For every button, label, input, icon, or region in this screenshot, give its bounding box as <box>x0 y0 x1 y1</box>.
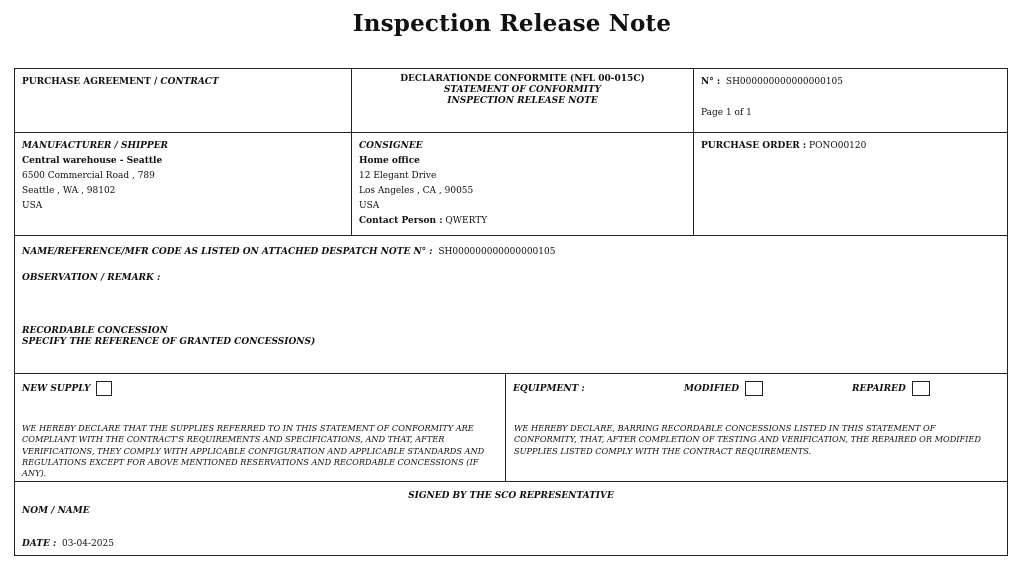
contract-label: CONTRACT <box>160 77 219 87</box>
purchase-order-cell <box>694 133 1007 235</box>
observation-label: OBSERVATION / REMARK : <box>22 273 161 283</box>
date-value: 03-04-2025 <box>62 539 114 549</box>
purchase-agreement-label: PURCHASE AGREEMENT / CONTRACT <box>22 77 219 87</box>
consignee-name: Home office <box>359 156 420 166</box>
equipment-declaration-text: WE HEREBY DECLARE, BARRING RECORDABLE CONCESSIONS LISTED IN THIS STATEMENT OF CONFORMITY, THAT, AFTER COMPLETION OF TESTING AND VERIFICATION, THE REPAIRED OR MODIFIED SUPPLIES LISTED COMPLY WITH THE CONTRACT REQUIREMENTS. <box>514 423 981 456</box>
supply-declaration-text: WE HEREBY DECLARE THAT THE SUPPLIES REFERRED TO IN THIS STATEMENT OF CONFORMITY ARE COMPLIANT WITH THE CONTRACT'S REQUIREMENTS AND SPECIFICATIONS, AND THAT, AFTER VERIFICATIONS, THEY COMPLY WITH APPLICABLE CONFIGURATION AND APPLICABLE STANDARDS AND REGULATIONS EXCEPT FOR ABOVE MENTIONED RESERVATIONS AND RECORDABLE CONCESSIONS (IF ANY). <box>22 423 485 479</box>
header-row <box>15 69 1007 133</box>
consignee-cell <box>352 133 694 235</box>
manufacturer-label: MANUFACTURER / SHIPPER <box>22 141 169 151</box>
signature-date: DATE : 03-04-2025 <box>22 539 114 549</box>
page-info: Page 1 of 1 <box>701 108 752 118</box>
purchase-order: PURCHASE ORDER : PONO00120 <box>701 141 867 151</box>
document-number-cell <box>694 69 1007 132</box>
inspection-form <box>14 68 1008 556</box>
supply-row <box>15 374 1007 482</box>
new-supply-option[interactable]: NEW SUPPLY <box>22 381 498 397</box>
repaired-checkbox[interactable] <box>912 381 930 396</box>
consignee-country: USA <box>359 201 380 211</box>
purchase-agreement-cell <box>15 69 352 132</box>
modified-option[interactable]: MODIFIED <box>684 381 763 397</box>
inspection-release-note-label: INSPECTION RELEASE NOTE <box>447 96 598 106</box>
manufacturer-cell <box>15 133 352 235</box>
new-supply-checkbox[interactable] <box>96 381 112 396</box>
signature-row <box>15 482 1007 555</box>
reference-row <box>15 236 1007 374</box>
consignee-label: CONSIGNEE <box>359 141 423 151</box>
contact-person-value: QWERTY <box>445 216 488 226</box>
consignee-address-line1: 12 Elegant Drive <box>359 171 437 181</box>
recordable-concession-label: RECORDABLE CONCESSION SPECIFY THE REFERENCE OF GRANTED CONCESSIONS) <box>22 326 316 347</box>
signed-by-label: SIGNED BY THE SCO REPRESENTATIVE <box>408 491 614 501</box>
page-title: Inspection Release Note <box>352 10 672 37</box>
equipment-cell <box>506 374 1007 481</box>
name-label: NOM / NAME <box>22 506 90 516</box>
manufacturer-name: Central warehouse - Seattle <box>22 156 163 166</box>
modified-checkbox[interactable] <box>745 381 763 396</box>
repaired-option[interactable]: REPAIRED <box>852 381 930 397</box>
document-number: N° : SH000000000000000105 <box>701 77 844 87</box>
despatch-note-reference: NAME/REFERENCE/MFR CODE AS LISTED ON ATTACHED DESPATCH NOTE N° : SH000000000000000105 <box>22 247 556 257</box>
declaration-title: DECLARATIONDE CONFORMITE (NFL 00-015C) <box>400 74 645 84</box>
despatch-note-value: SH000000000000000105 <box>438 247 556 257</box>
manufacturer-country: USA <box>22 201 43 211</box>
manufacturer-address-line2: Seattle , WA , 98102 <box>22 186 116 196</box>
statement-of-conformity: STATEMENT OF CONFORMITY <box>443 85 602 95</box>
new-supply-cell <box>15 374 506 481</box>
contact-person: Contact Person : QWERTY <box>359 216 488 226</box>
manufacturer-address-line1: 6500 Commercial Road , 789 <box>22 171 155 181</box>
purchase-order-value: PONO00120 <box>809 141 867 151</box>
parties-row <box>15 133 1007 236</box>
document-number-value: SH000000000000000105 <box>725 77 844 87</box>
consignee-address-line2: Los Angeles , CA , 90055 <box>359 186 474 196</box>
equipment-label: EQUIPMENT : <box>513 384 585 394</box>
declaration-cell <box>352 69 694 132</box>
